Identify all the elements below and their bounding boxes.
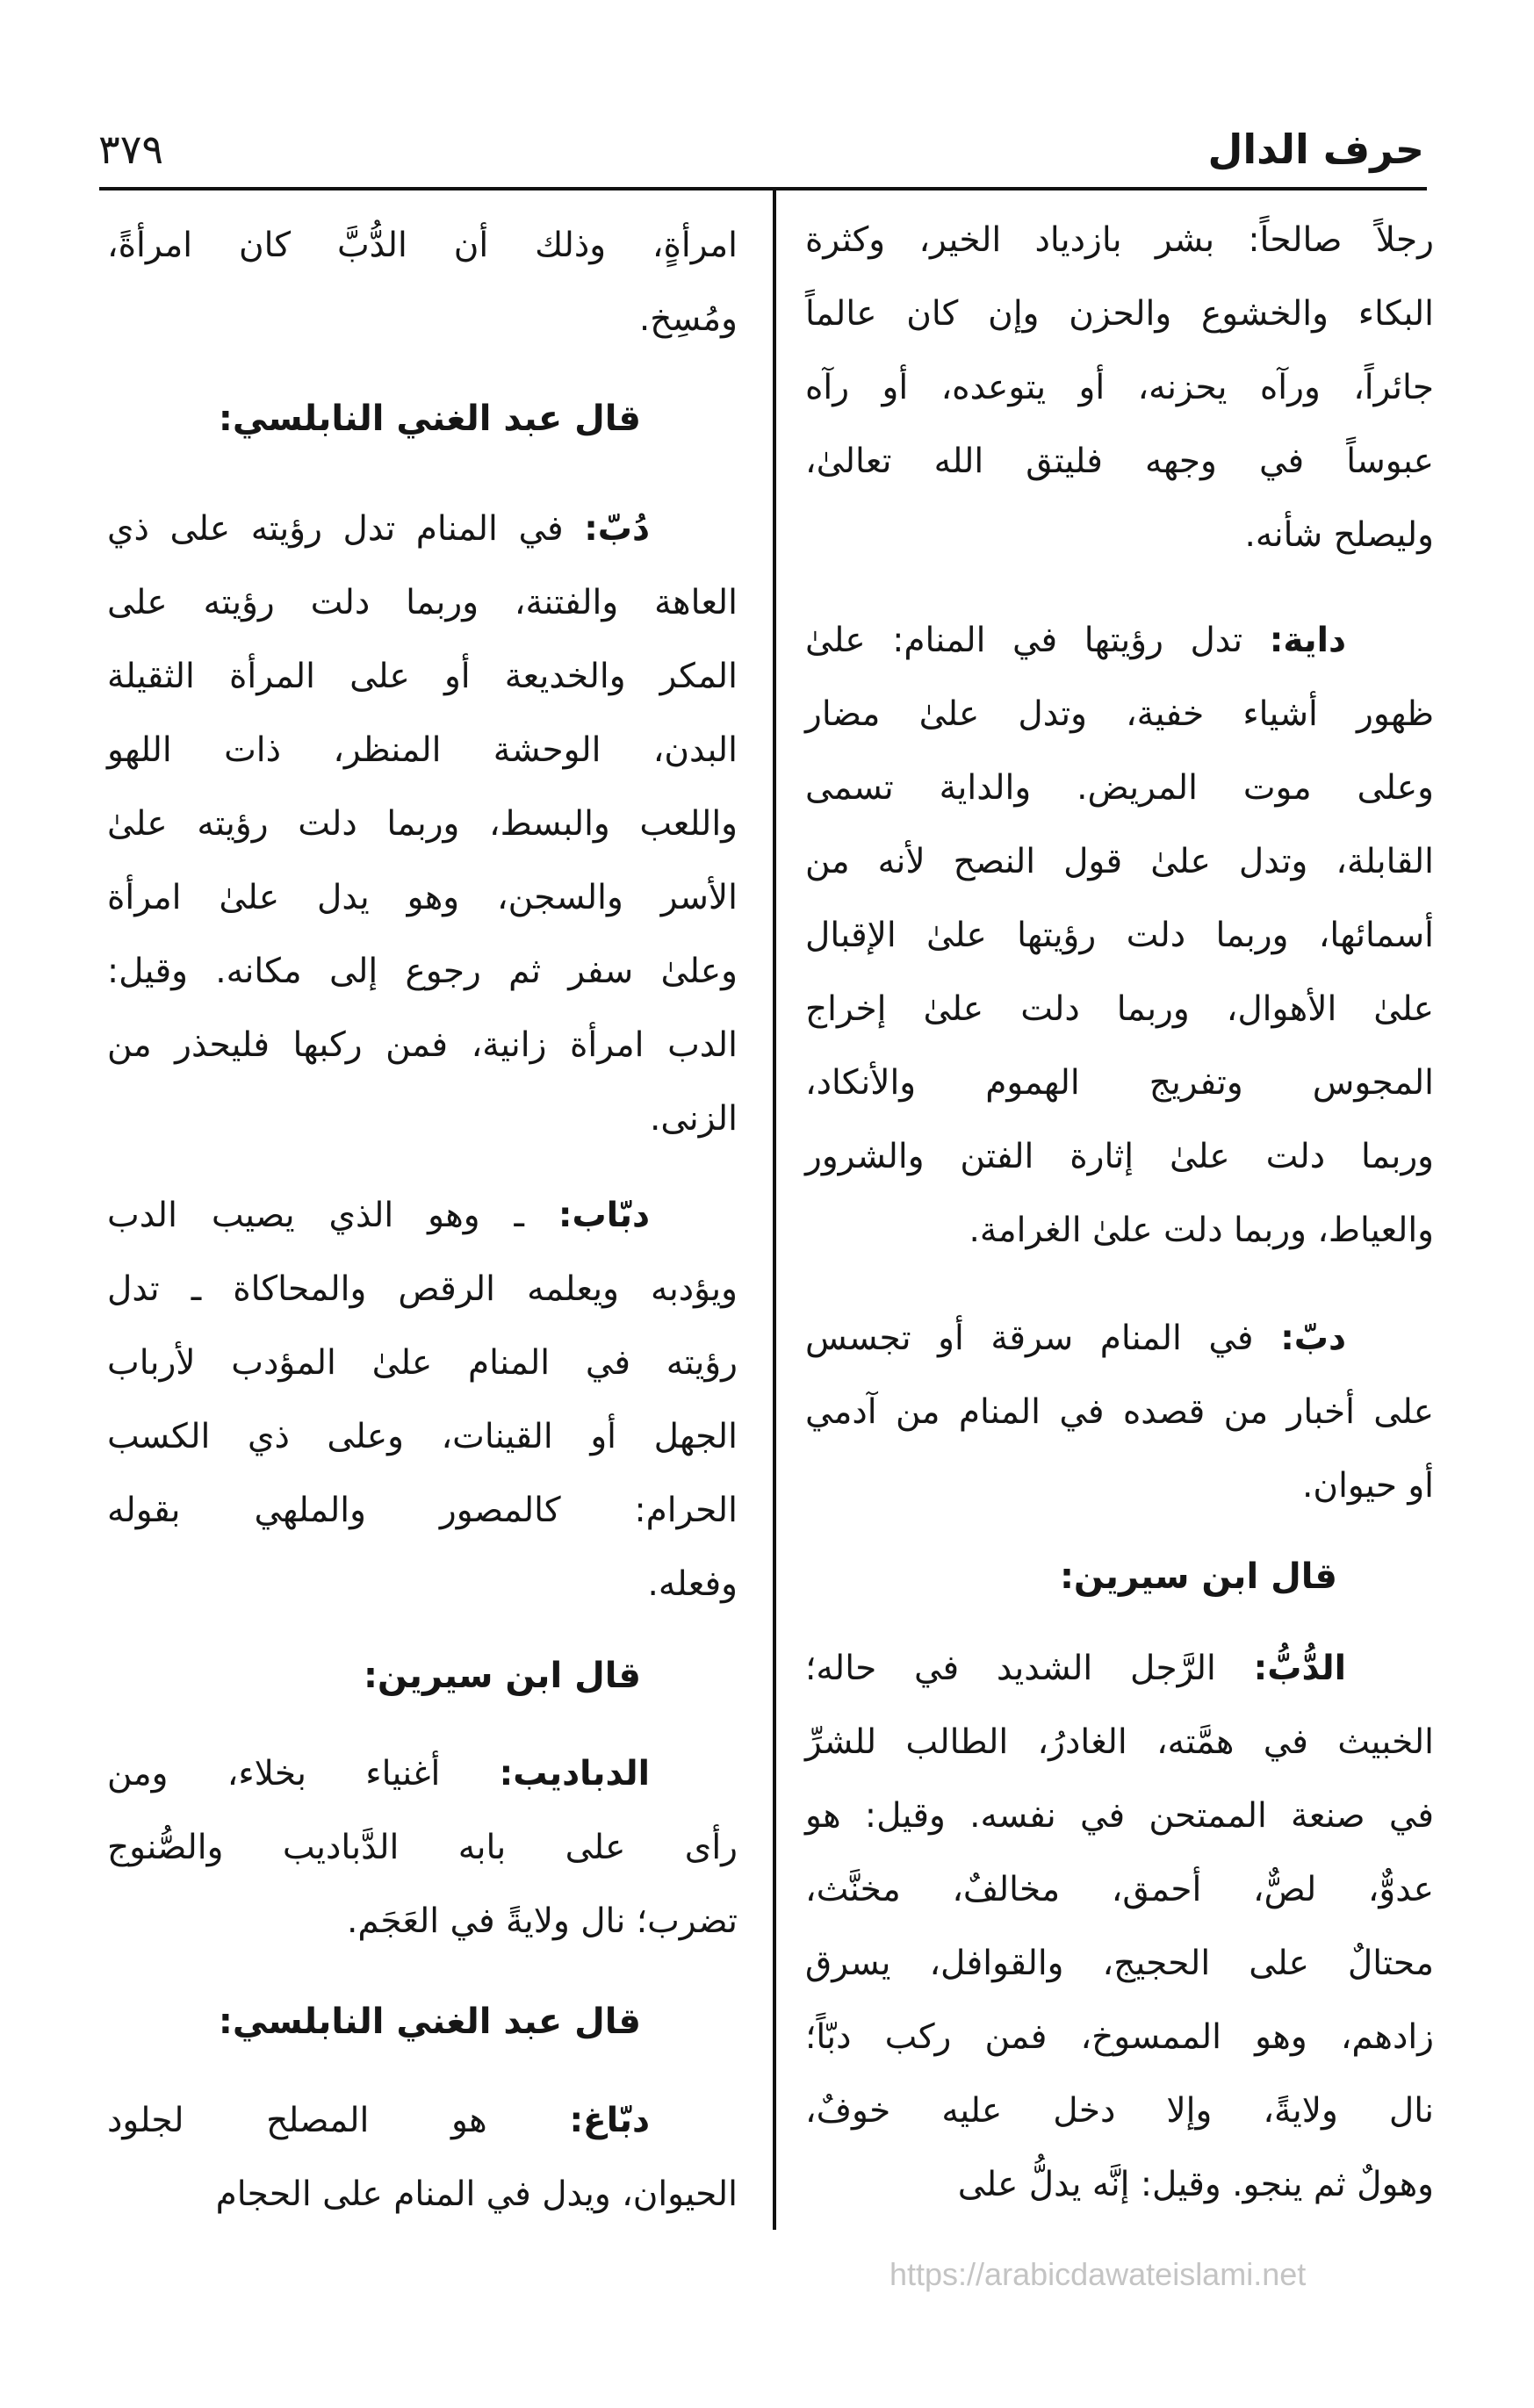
text-line: في صنعة الممتحن في نفسه. وقيل: هو: [805, 1796, 1434, 1836]
page-number: ٣٧٩: [98, 126, 164, 173]
text-line: رأى على بابه الدَّباديب والصُّنوج: [107, 1828, 738, 1867]
text-line: القابلة، وتدل علىٰ قول النصح لأنه من: [805, 842, 1434, 881]
text-line: وهولٌ ثم ينجو. وقيل: إنَّه يدلُّ على: [957, 2165, 1434, 2204]
text-line: الدب امرأة زانية، فمن ركبها فليحذر من: [107, 1025, 738, 1065]
header-rule: [99, 187, 1427, 190]
text-line: العاهة والفتنة، وربما دلت رؤيته على: [107, 583, 738, 622]
text-line: رؤيته في المنام علىٰ المؤدب لأرباب: [107, 1343, 738, 1383]
text-line: الحيوان، ويدل في المنام على الحجام: [215, 2174, 738, 2214]
entry-text: تدل رؤيتها في المنام: علىٰ: [805, 621, 1243, 660]
text-line: الحرام: كالمصور والملهي بقوله: [107, 1491, 738, 1530]
text-line: علىٰ الأهوال، وربما دلت علىٰ إخراج: [805, 989, 1434, 1029]
text-line: والعياط، وربما دلت علىٰ الغرامة.: [969, 1211, 1434, 1250]
text-line: واللعب والبسط، وربما دلت رؤيته علىٰ: [107, 804, 738, 844]
text-line: [805, 1632, 1434, 1706]
watermark: https://arabicdawateislami.net: [889, 2256, 1307, 2292]
text-line: رجلاً صالحاً: بشر بازدياد الخير، وكثرة: [805, 220, 1434, 260]
text-line: المكر والخديعة أو على المرأة الثقيلة: [107, 657, 738, 696]
text-line: وربما دلت علىٰ إثارة الفتن والشرور: [805, 1137, 1434, 1176]
section-heading: قال ابن سيرين:: [363, 1656, 641, 1696]
entry-headword: الدباديب:: [499, 1754, 651, 1793]
text-line: الجهل أو القينات، وعلى ذي الكسب: [107, 1417, 738, 1456]
entry-text: ـ وهو الذي يصيب الدب: [107, 1196, 524, 1235]
text-line: الزنى.: [650, 1099, 738, 1139]
text-line: البدن، الوحشة المنظر، ذات اللهو: [107, 730, 738, 770]
text-line: جائراً، ورآه يحزنه، أو يتوعده، أو رآه: [805, 368, 1434, 407]
text-line: امرأةٍ، وذلك أن الدُّبَّ كان امرأةً،: [107, 226, 738, 265]
text-line: [805, 604, 1434, 678]
section-heading: قال عبد الغني النابلسي:: [218, 399, 641, 439]
text-line: [107, 2084, 738, 2158]
text-line: المجوس وتفريج الهموم والأنكاد،: [805, 1063, 1434, 1103]
text-line: زادهم، وهو الممسوخ، فمن ركب دبّاً؛: [805, 2017, 1434, 2057]
column-divider: [773, 189, 776, 2230]
section-heading: قال عبد الغني النابلسي:: [218, 2002, 641, 2042]
text-line: [805, 1302, 1434, 1376]
entry-text: في المنام تدل رؤيته على ذي: [107, 509, 564, 549]
text-line: عبوساً في وجهه فليتق الله تعالىٰ،: [805, 442, 1434, 481]
text-line: عدوٌّ، لصٌّ، أحمق، مخالفٌ، مخنَّث،: [805, 1870, 1434, 1909]
text-line: وعلىٰ سفر ثم رجوع إلى مكانه. وقيل:: [107, 952, 738, 991]
entry-headword: داية:: [1269, 621, 1346, 660]
text-line: [107, 1179, 738, 1253]
text-line: البكاء والخشوع والحزن وإن كان عالماً: [805, 294, 1434, 334]
text-line: أسمائها، وربما دلت رؤيتها علىٰ الإقبال: [805, 916, 1434, 955]
entry-headword: دبّاب:: [558, 1196, 650, 1235]
text-line: [107, 1737, 738, 1811]
text-line: الخبيث في همَّته، الغادرُ، الطالب للشرِّ: [805, 1722, 1434, 1762]
text-line: ويؤدبه ويعلمه الرقص والمحاكاة ـ تدل: [107, 1269, 738, 1309]
text-line: ومُسِخ.: [638, 299, 738, 339]
entry-text: في المنام سرقة أو تجسس: [805, 1319, 1254, 1358]
text-line: وعلى موت المريض. والداية تسمى: [805, 768, 1434, 808]
text-line: تضرب؛ نال ولايةً في العَجَم.: [346, 1901, 738, 1941]
entry-text: الرَّجل الشديد في حاله؛: [805, 1649, 1216, 1688]
text-line: ظهور أشياء خفية، وتدل علىٰ مضار: [805, 694, 1434, 734]
text-line: على أخبار من قصده في المنام من آدمي: [805, 1392, 1434, 1432]
chapter-title: حرف الدال: [1207, 126, 1424, 173]
section-heading: قال ابن سيرين:: [1059, 1556, 1337, 1597]
text-line: نال ولايةً، وإلا دخل عليه خوفٌ،: [805, 2091, 1434, 2131]
entry-headword: دُبّ:: [584, 509, 650, 549]
entry-headword: الدُّبُّ:: [1253, 1649, 1346, 1688]
entry-text: أغنياء بخلاء، ومن: [107, 1754, 441, 1793]
text-line: الأسر والسجن، وهو يدل علىٰ امرأة: [107, 878, 738, 917]
entry-headword: دبّاغ:: [569, 2101, 650, 2140]
text-line: أو حيوان.: [1302, 1466, 1434, 1506]
entry-headword: دبّ:: [1280, 1319, 1346, 1358]
text-line: وفعله.: [647, 1564, 738, 1604]
text-line: محتالٌ على الحجيج، والقوافل، يسرق: [805, 1944, 1434, 1983]
text-line: وليصلح شأنه.: [1244, 515, 1434, 555]
text-line: [107, 492, 738, 566]
entry-text: هو المصلح لجلود: [107, 2101, 487, 2140]
